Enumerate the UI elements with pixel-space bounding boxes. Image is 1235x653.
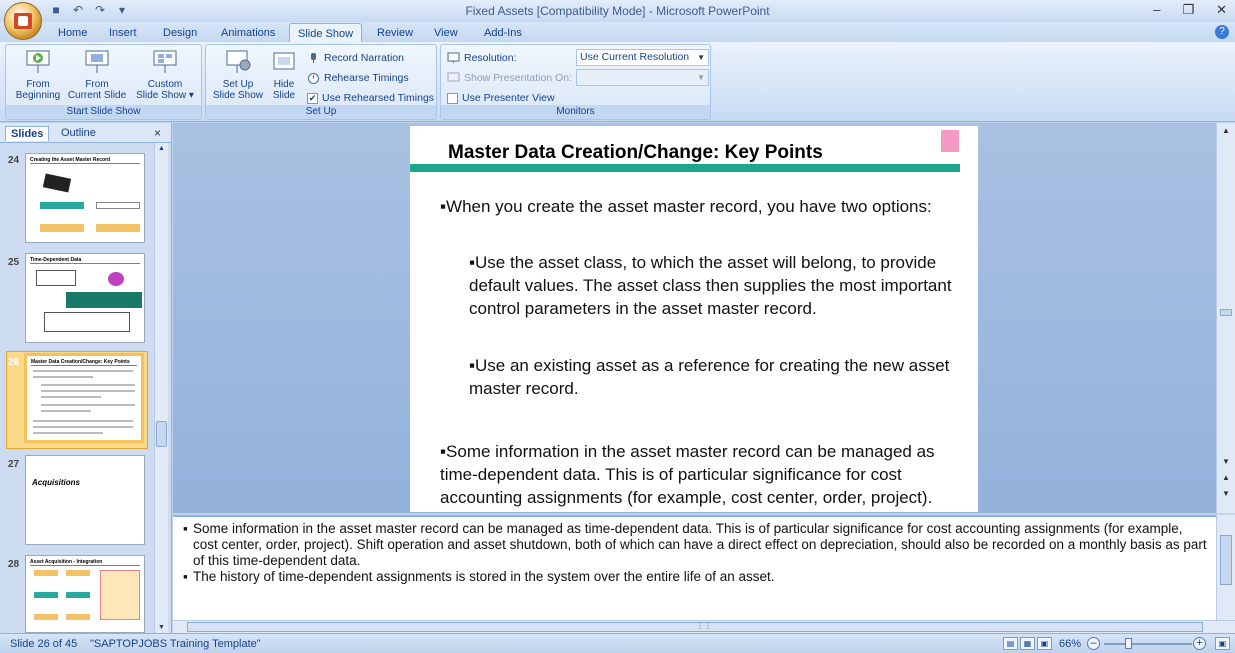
customize-qat-icon[interactable]: ▾ — [118, 3, 126, 17]
tab-outline[interactable]: Outline — [61, 127, 96, 139]
save-icon[interactable]: ■ — [52, 3, 60, 17]
thumbnail-box — [96, 224, 140, 232]
notes-item: ▪ Some information in the asset master record can be managed as time-dependent data. This is of particular significance for cost accounting assignments (for example, cost center, order, project). Shift operation and asset shutdown, both of which can have a direct effect on depreciation, should also be recorded on a monthly basis as part of this time-dependent data. — [183, 521, 1208, 569]
office-logo-icon — [14, 13, 32, 29]
tab-slides[interactable]: Slides — [5, 126, 49, 141]
slide-number: 27 — [8, 459, 20, 470]
redo-icon[interactable]: ↷ — [94, 3, 106, 17]
office-button[interactable] — [4, 2, 42, 40]
group-label-start-slide-show: Start Slide Show — [6, 105, 201, 119]
chevron-down-icon: ▼ — [697, 73, 705, 82]
zoom-slider-thumb[interactable] — [1125, 638, 1132, 649]
show-presentation-on-dropdown[interactable] — [576, 69, 709, 86]
notes-list — [173, 517, 1216, 585]
slide-decoration — [941, 130, 959, 152]
tab-slide-show[interactable]: Slide Show — [289, 23, 362, 44]
slide-thumbnail-25[interactable]: Time-Dependent Data — [25, 253, 145, 343]
zoom-in-button[interactable]: + — [1193, 637, 1206, 650]
minimize-button[interactable]: – — [1153, 2, 1161, 17]
zoom-level[interactable]: 66% — [1059, 638, 1082, 650]
set-up-slide-show-button[interactable]: Set Up Slide Show — [208, 49, 268, 101]
group-label-set-up: Set Up — [206, 105, 436, 119]
use-presenter-view-checkbox[interactable]: Use Presenter View — [447, 90, 555, 106]
tab-design[interactable]: Design — [163, 27, 198, 39]
use-rehearsed-timings-checkbox[interactable]: ✔ Use Rehearsed Timings — [308, 92, 435, 104]
status-bar — [0, 633, 1235, 653]
slide-bullet: ▪When you create the asset master record, you have two options: — [440, 197, 932, 216]
scrollbar-thumb[interactable] — [1220, 535, 1232, 585]
slide-title: Master Data Creation/Change: Key Points — [448, 142, 823, 163]
tab-view[interactable]: View — [434, 27, 458, 39]
slide-scrollbar[interactable] — [1216, 123, 1235, 513]
window-controls — [1153, 2, 1227, 18]
resolution-label: Resolution: — [447, 50, 517, 66]
group-label-monitors: Monitors — [441, 105, 710, 119]
scroll-up-icon[interactable]: ▲ — [158, 145, 165, 152]
thumbnail-box — [96, 202, 140, 209]
show-presentation-on-label: Show Presentation On: — [447, 70, 572, 86]
close-button[interactable]: ✕ — [1216, 2, 1227, 17]
next-slide-icon[interactable]: ▼ — [1222, 489, 1230, 498]
thumbnail-image — [108, 272, 124, 286]
title-bar — [0, 0, 1235, 22]
window-title: Fixed Assets [Compatibility Mode] - Microsoft PowerPoint — [465, 4, 770, 18]
horizontal-scrollbar[interactable] — [173, 620, 1235, 633]
slide-sub-bullet: ▪Use the asset class, to which the asset will belong, to provide default values. The asset class then supplies the most important control parameters in the asset master record. — [469, 253, 952, 318]
tab-review[interactable]: Review — [377, 27, 414, 39]
checkbox-icon[interactable] — [447, 93, 458, 104]
slide-thumbnail-28[interactable]: Asset Acquisition - Integration — [25, 555, 145, 633]
scroll-down-icon[interactable]: ▼ — [158, 624, 165, 631]
slide-count: Slide 26 of 45 — [10, 638, 78, 650]
tab-insert[interactable]: Insert — [109, 27, 137, 39]
projector-screen-icon — [23, 49, 53, 75]
current-slide[interactable] — [410, 126, 978, 512]
slide-thumbnail-26[interactable]: Master Data Creation/Change: Key Points — [24, 353, 144, 443]
group-monitors — [440, 44, 711, 120]
slide-sub-bullet: ▪Use an existing asset as a reference for creating the new asset master record. — [469, 356, 950, 398]
slide-title-rule — [410, 164, 960, 172]
thumbnail-box — [36, 270, 76, 286]
slide-number: 26 — [8, 357, 20, 368]
zoom-slider[interactable] — [1104, 643, 1192, 645]
timer-icon — [307, 72, 320, 84]
tab-home[interactable]: Home — [58, 27, 88, 39]
tab-animations[interactable]: Animations — [221, 27, 276, 39]
record-narration-button[interactable]: Record Narration — [307, 50, 404, 66]
thumbnail-box — [44, 312, 130, 332]
restore-button[interactable]: ❐ — [1182, 2, 1195, 17]
normal-view-icon[interactable]: ▤ — [1003, 637, 1018, 650]
help-icon[interactable]: ? — [1215, 25, 1229, 39]
previous-slide-icon[interactable]: ▲ — [1222, 473, 1230, 482]
thumbnail-box — [40, 202, 84, 209]
undo-icon[interactable]: ↶ — [72, 3, 84, 17]
scrollbar-thumb[interactable] — [187, 622, 1203, 632]
slide-show-view-icon[interactable]: ▣ — [1037, 637, 1052, 650]
template-name: "SAPTOPJOBS Training Template" — [90, 638, 261, 650]
thumbnail-box — [40, 224, 84, 232]
slide-number: 25 — [8, 257, 20, 268]
close-icon[interactable]: × — [153, 126, 161, 140]
scrollbar-thumb[interactable] — [1220, 309, 1232, 316]
notes-pane[interactable] — [173, 515, 1216, 620]
scroll-up-icon[interactable]: ▲ — [1222, 126, 1230, 135]
scrollbar-thumb[interactable] — [156, 421, 167, 447]
chevron-down-icon: ▼ — [697, 53, 705, 62]
notes-scrollbar[interactable] — [1216, 515, 1235, 620]
rehearse-timings-button[interactable]: Rehearse Timings — [307, 70, 409, 86]
notes-item: ▪ The history of time-dependent assignments is stored in the system over the entire life of an asset. — [183, 569, 1208, 585]
scroll-down-icon[interactable]: ▼ — [1222, 457, 1230, 466]
slide-thumbnail-24[interactable]: Creating the Asset Master Record — [25, 153, 145, 243]
slide-number: 24 — [8, 155, 20, 166]
fit-to-window-icon[interactable]: ▣ — [1215, 637, 1230, 650]
monitor-icon — [447, 52, 460, 64]
thumbnail-image — [43, 173, 71, 192]
group-set-up — [205, 44, 437, 120]
scroll-grip-icon: ⋮⋮ — [696, 621, 712, 630]
slide-sorter-view-icon[interactable]: ▦ — [1020, 637, 1035, 650]
from-beginning-button[interactable]: From Beginning — [8, 49, 68, 101]
thumbnail-box — [66, 292, 142, 308]
slide-editing-area — [173, 123, 1216, 513]
zoom-out-button[interactable]: – — [1087, 637, 1100, 650]
checkbox-icon[interactable]: ✔ — [308, 92, 317, 103]
slide-number: 28 — [8, 559, 20, 570]
slide-bullet: ▪Some information in the asset master record can be managed as time-dependent data. This is of particular significance for cost accounting assignments (for example, cost center, order, project). — [440, 442, 935, 507]
hide-slide-button[interactable]: Hide Slide — [256, 49, 312, 101]
setup-show-icon — [223, 49, 253, 75]
from-current-slide-button[interactable]: From Current Slide — [67, 49, 127, 101]
group-start-slide-show — [5, 44, 202, 120]
ribbon — [0, 42, 1235, 122]
slides-pane — [0, 123, 172, 633]
slide-thumbnail-27[interactable]: Acquisitions — [25, 455, 145, 545]
hide-slide-icon — [269, 49, 299, 75]
custom-show-icon — [150, 49, 180, 75]
tab-add-ins[interactable]: Add-Ins — [484, 27, 522, 39]
slides-pane-scrollbar[interactable] — [154, 143, 168, 633]
monitor-icon — [447, 72, 460, 84]
custom-slide-show-button[interactable]: Custom Slide Show ▾ — [135, 49, 195, 101]
microphone-icon — [307, 52, 320, 64]
ribbon-tabs — [0, 22, 1235, 42]
slides-pane-tabs — [0, 123, 171, 143]
resolution-dropdown[interactable]: Use Current Resolution ▼ — [576, 49, 709, 66]
projector-screen-icon — [82, 49, 112, 75]
